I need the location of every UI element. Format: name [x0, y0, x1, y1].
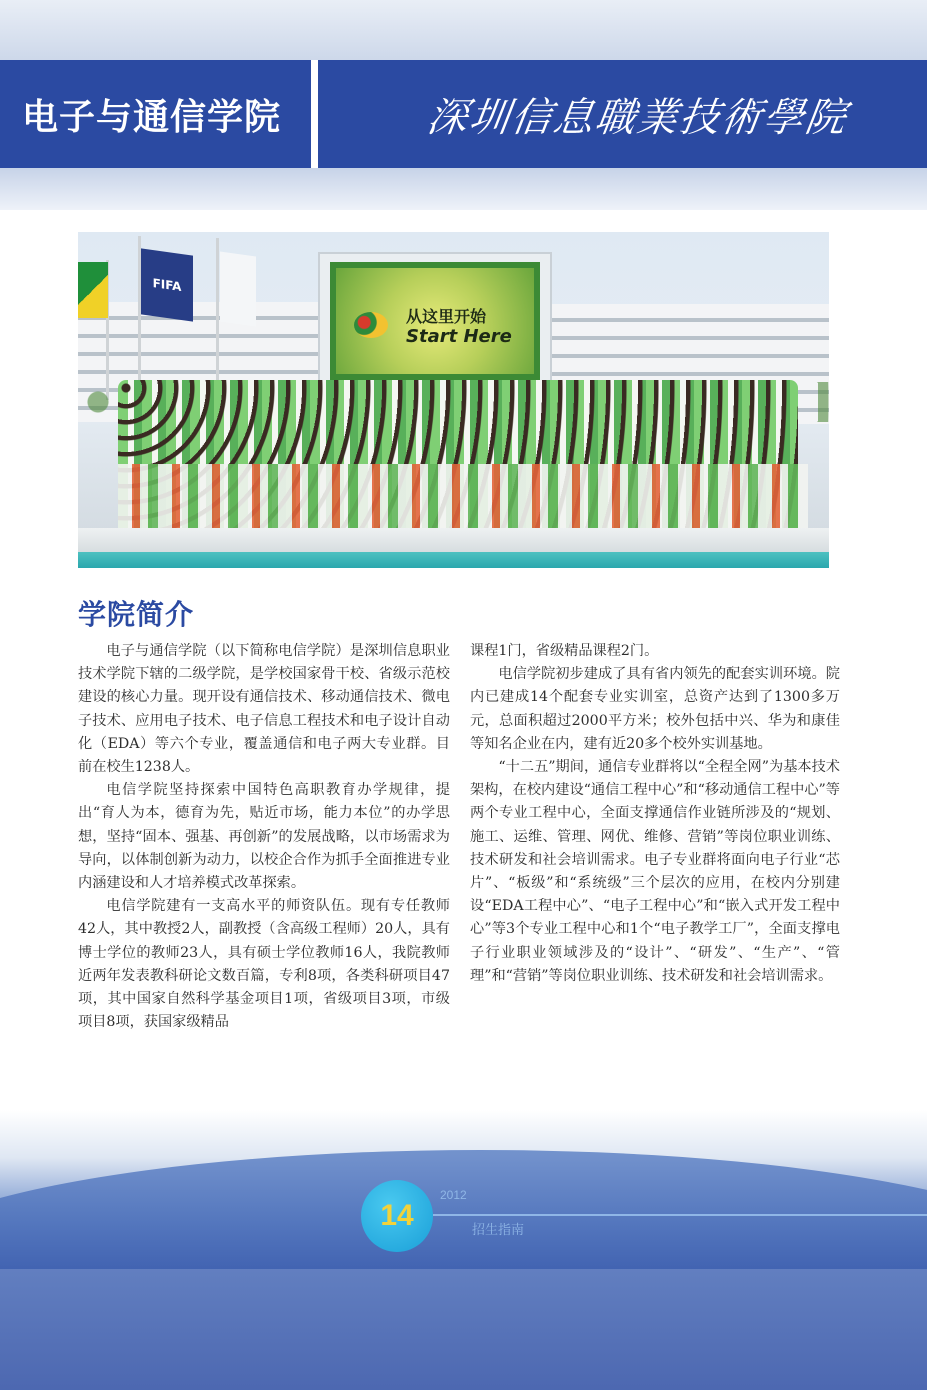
footer-year: 2012: [440, 1188, 467, 1202]
department-title: 电子与通信学院: [22, 96, 282, 138]
header-subband: [0, 168, 927, 210]
paragraph: “十二五”期间，通信专业群将以“全程全网”为基本技术架构，在校内建设“通信工程中心”和“移动通信工程中心”等两个专业工程中心，全面支撑通信作业链所涉及的“规划、施工、运维、管理、网优、维修、营销”等岗位职业训练、技术研发和社会培训需求。电子专业群将面向电子行业“芯片”、“板级”和“系统级”三个层次的应用，在校内分别建设“EDA工程中心”、“电子工程中心”和“嵌入式开发工程中心”等3个专业工程中心和1个“电子教学工厂”，全面支撑电子行业职业领域涉及的“设计”、“研发”、“生产”、“管理”和“营销”等岗位职业训练、技术研发和社会培训需求。: [470, 759, 840, 984]
page-number: 14: [380, 1199, 414, 1232]
footer-wave: [0, 1150, 927, 1390]
led-screen: [330, 262, 540, 380]
fifa-flag-text: FIFA: [152, 275, 182, 295]
screen-text-cn: 从这里开始: [406, 307, 487, 326]
school-name-calligraphy: 深圳信息職業技術學院: [424, 94, 851, 141]
paragraph: 电信学院建有一支高水平的师资队伍。现有专任教师42人，其中教授2人，副教授（含高级工程师）20人，具有博士学位的教师23人，具有硕士学位教师16人，我院教师近两年发表教科研论文数百篇，专利8项，各类科研项目47项，其中国家自然科学基金项目1项，省级项目3项，市级项目8项，获国家级精品: [78, 898, 450, 1031]
top-gradient: [0, 0, 927, 60]
pool-edge: [78, 552, 829, 568]
paragraph: 电信学院坚持探索中国特色高职教育办学规律，提出“育人为本，德育为先，贴近市场，能力本位”的办学思想，坚持“固本、强基、再创新”的发展战略，以市场需求为导向，以体制创新为动力，以校企合作为抓手全面推进专业内涵建设和人才培养模式改革探索。: [78, 782, 450, 892]
header-divider: [311, 60, 318, 168]
paragraph: 电信学院初步建成了具有省内领先的配套实训环境。院内已建成14个配套专业实训室，总资产达到了1300多万元，总面积超过2000平方米；校外包括中兴、华为和康佳等知名企业在内，建有近20多个校外实训基地。: [470, 666, 840, 752]
fifa-flag-icon: [141, 248, 193, 321]
header-band: [0, 60, 927, 168]
text-column-right: [470, 640, 840, 988]
universiade-logo-icon: [354, 312, 388, 338]
school-block: [318, 60, 927, 168]
paragraph: 电子与通信学院（以下简称电信学院）是深圳信息职业技术学院下辖的二级学院，是学校国家骨干校、省级示范校建设的核心力量。现开设有通信技术、移动通信技术、微电子技术、应用电子技术、电子信息工程技术和电子设计自动化（EDA）等六个专业，覆盖通信和电子两大专业群。目前在校生1238人。: [78, 643, 450, 776]
brazil-flag-icon: [78, 262, 108, 318]
group-photo: [78, 232, 829, 568]
universiade-flag-icon: [220, 251, 256, 326]
department-block: [0, 60, 310, 168]
footer-line: [433, 1214, 927, 1216]
front-row-people: [118, 464, 808, 534]
page-number-badge: [361, 1180, 433, 1252]
footer-guide-label: 招生指南: [472, 1223, 525, 1238]
screen-text-en: Start Here: [406, 326, 512, 347]
paragraph: 课程1门，省级精品课程2门。: [470, 643, 659, 659]
section-title: 学院简介: [78, 598, 195, 631]
stadium-steps: [78, 528, 829, 552]
text-column-left: [78, 640, 450, 1034]
